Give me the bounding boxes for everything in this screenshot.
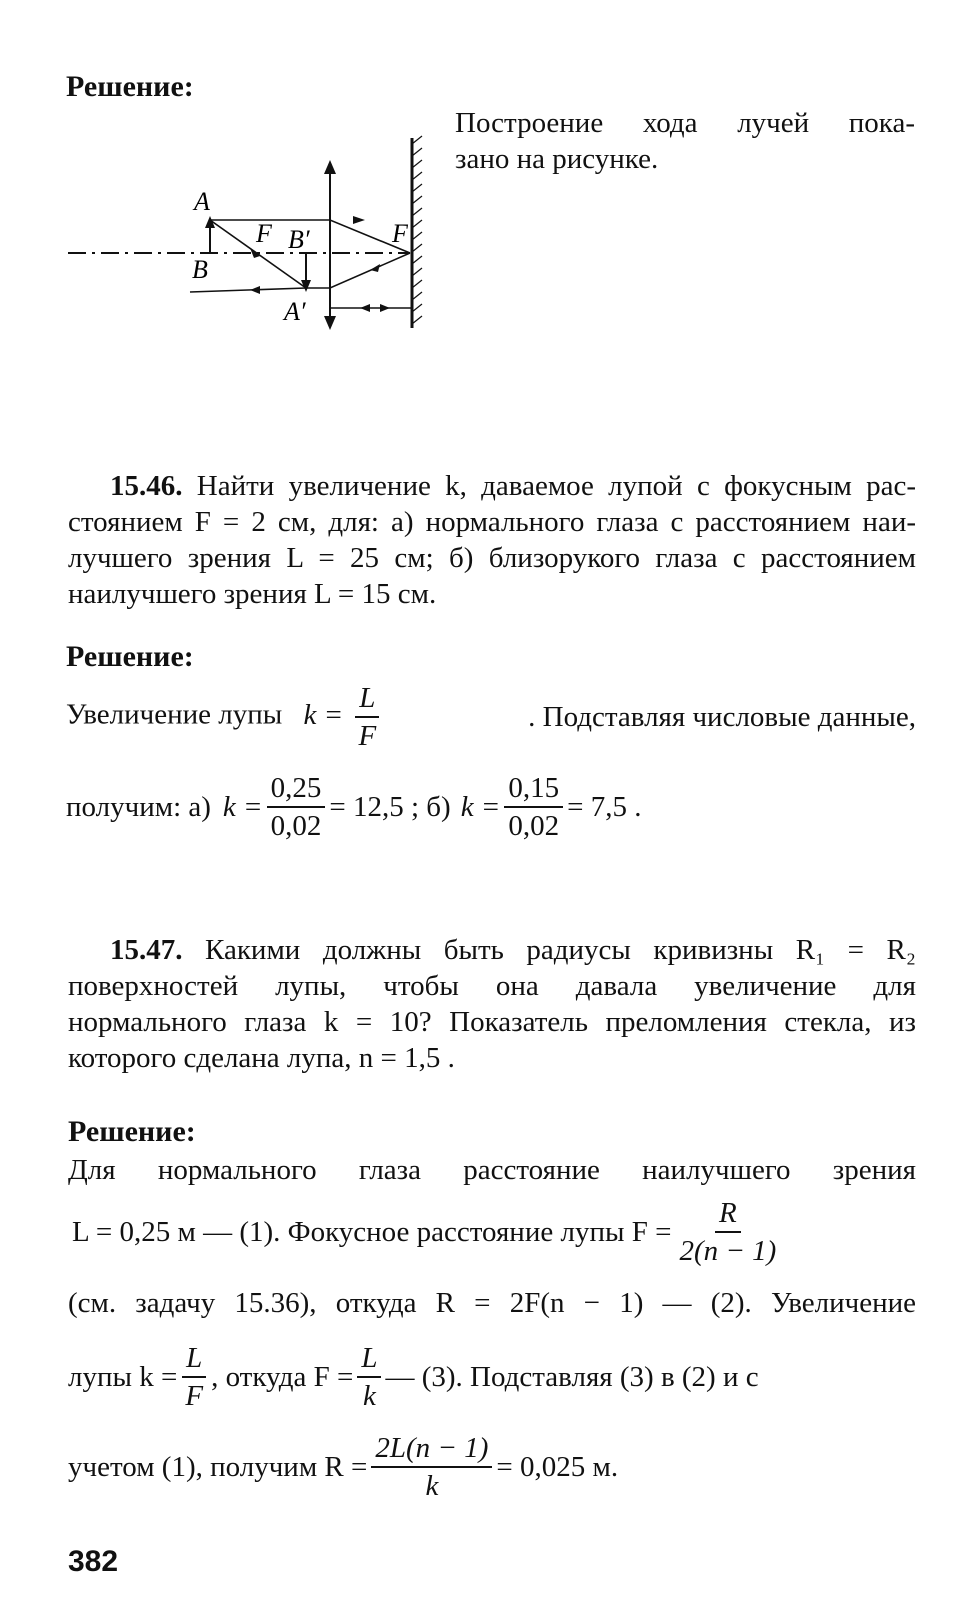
label-B-prime: B′	[288, 225, 310, 254]
label-A: A	[194, 187, 210, 216]
problem-line-1: Какими должны быть радиусы кривизны R₁ = R₂	[205, 934, 916, 966]
fraction-L-over-F: $\frac{L}{F}$	[354, 680, 380, 754]
s46-b-result: = 7,5 .	[567, 791, 642, 823]
problem-line-4: которого сделана лупа, n = 1,5 .	[68, 1042, 455, 1074]
s47-line-3: (см. задачу 15.36), откуда R = 2F(n − 1) — (2). Увеличение	[68, 1287, 916, 1319]
fraction-a: $\frac{0,25}{0,02}$	[267, 770, 326, 844]
problem-number: 15.46.	[110, 470, 183, 502]
label-F-right: F	[392, 219, 408, 248]
problem-number: 15.47.	[110, 934, 183, 966]
fraction-2L-over-k: $\frac{2L(n - 1)}{k}$	[371, 1430, 492, 1504]
problem-line-3: лучшего зрения L = 25 см; б) близорукого глаза с расстоянием	[68, 542, 916, 574]
fraction-L-over-F: $\frac{L}{F}$	[181, 1340, 207, 1414]
problem-line-3: нормального глаза k = 10? Показатель преломления стекла, из	[68, 1006, 916, 1038]
s47-line-4: лупы k = $\frac{L}{F}$ , откуда F = $\frac{L}{k}$ — (3). Подставляя (3) в (2) и с	[68, 1342, 759, 1412]
solution-heading-3: Решение:	[68, 1115, 196, 1148]
problem-line-2: стоянием F = 2 см, для: а) нормального глаза с расстоянием наи-	[68, 506, 916, 538]
figure-caption	[455, 105, 915, 177]
fraction-b: $\frac{0,15}{0,02}$	[504, 770, 563, 844]
s46-text-2: . Подставляя числовые данные,	[528, 701, 916, 733]
solution-heading-2: Решение:	[66, 640, 194, 673]
problem-15-46	[68, 468, 916, 612]
problem-line-4: наилучшего зрения L = 15 см.	[68, 578, 437, 610]
s47-line-2-text: L = 0,25 м — (1). Фокусное расстояние лупы F =	[72, 1216, 672, 1248]
ray-diagram	[60, 130, 440, 340]
s46-get: получим: а)	[66, 791, 211, 823]
problem-line-1: Найти увеличение k, даваемое лупой с фокусным рас-	[196, 470, 916, 502]
s46-text-1: Увеличение лупы	[66, 698, 283, 731]
label-F-left: F	[256, 219, 272, 248]
s47-line-2	[72, 1195, 920, 1269]
fraction-R-over-2n: $\frac{R}{2(n - 1)}$	[679, 1197, 777, 1267]
s46-a-result: = 12,5 ; б)	[329, 791, 451, 823]
label-B: B	[192, 255, 208, 284]
s46-k: k =	[303, 698, 344, 731]
solution-46-line-1	[66, 680, 916, 754]
caption-line-2: зано на рисунке.	[455, 143, 659, 175]
fraction-L-over-k: $\frac{L}{k}$	[357, 1340, 381, 1414]
page-number: 382	[68, 1545, 119, 1578]
solution-heading-1: Решение:	[66, 70, 194, 103]
problem-line-2: поверхностей лупы, чтобы она давала увеличение для	[68, 970, 916, 1002]
s47-line-1: Для нормального глаза расстояние наилучшего зрения	[68, 1154, 916, 1186]
problem-15-47	[68, 932, 916, 1076]
s47-line-5: учетом (1), получим R = $\frac{2L(n - 1)}{k}$ = 0,025 м.	[68, 1432, 619, 1502]
solution-46-line-2: получим: а) k = $\frac{0,25}{0,02}$ = 12,5 ; б) k = $\frac{0,15}{0,02}$ = 7,5 .	[66, 772, 642, 842]
label-A-prime: A′	[284, 297, 306, 326]
caption-line-1: Построение хода лучей пока-	[455, 107, 915, 139]
